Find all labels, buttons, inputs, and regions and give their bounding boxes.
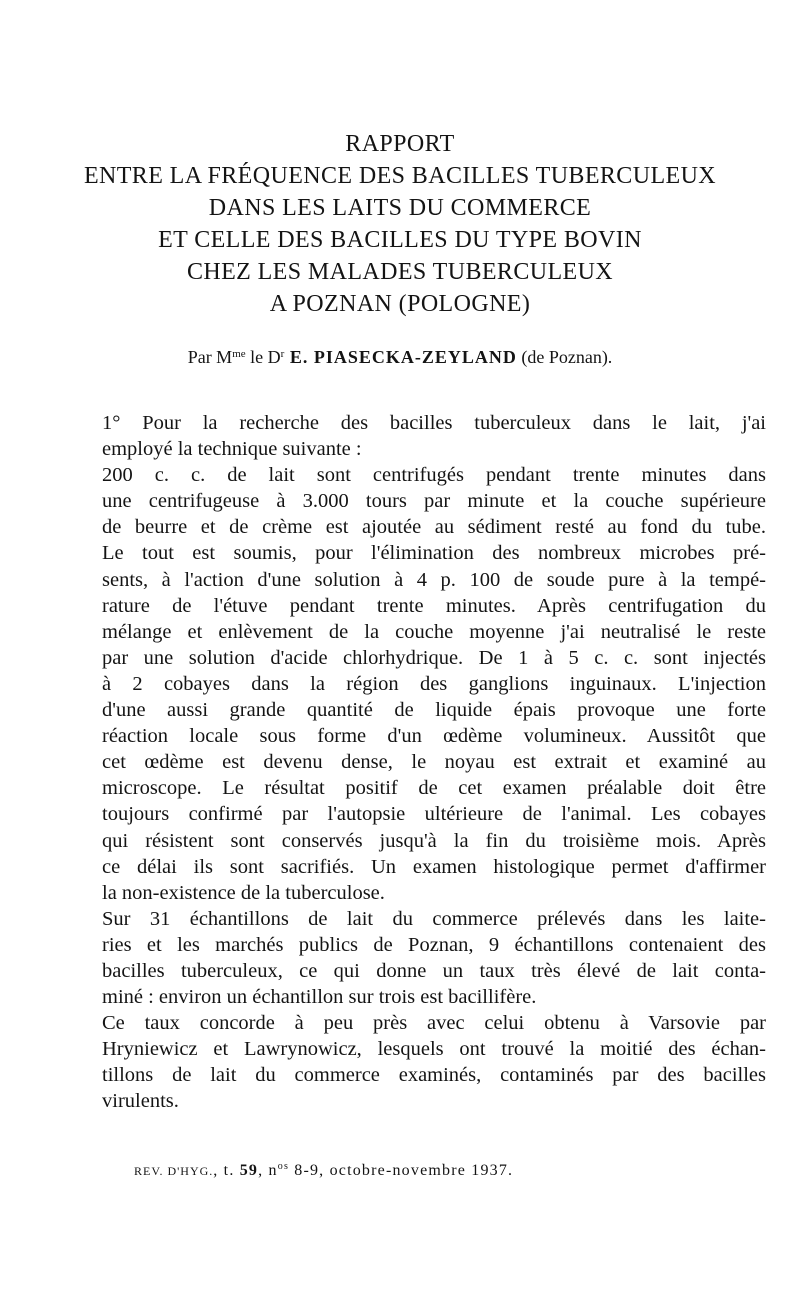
text-line: microscope. Le résultat positif de cet examen préalable doit être [102,777,766,800]
text-line: bacilles tuberculeux, ce qui donne un taux très élevé de lait conta- [102,959,766,982]
text-line: Ce taux concorde à peu près avec celui obtenu à Varsovie par [102,1012,766,1035]
author-name: E. PIASECKA-ZEYLAND [284,347,517,367]
text-line: toujours confirmé par l'autopsie ultérieure de l'animal. Les cobayes [102,803,766,826]
text-line: miné : environ un échantillon sur trois est bacillifère. [102,986,537,1009]
text-line: tillons de lait du commerce examinés, contaminés par des bacilles [102,1064,766,1087]
paragraph [62,1010,766,1114]
title-line: ENTRE LA FRÉQUENCE DES BACILLES TUBERCULEUX [83,163,717,189]
footer-os-superscript: os [277,1161,290,1172]
paragraph [62,906,766,1010]
text-line: d'une aussi grande quantité de liquide épais provoque une forte [102,699,766,722]
title-line: ET CELLE DES BACILLES DU TYPE BOVIN [158,227,642,253]
text-line: employé la technique suivante : [102,438,362,461]
text-line: virulents. [102,1090,179,1113]
text-line: Hryniewicz et Lawrynowicz, lesquels ont trouvé la moitié des échan- [102,1038,766,1061]
text-line: à 2 cobayes dans la région des ganglions inguinaux. L'injection [102,672,766,695]
byline-me-superscript: me [232,348,246,360]
title-line: A POZNAN (POLOGNE) [269,291,531,317]
text-line: mélange et enlèvement de la couche moyenne j'ai neutralisé le reste [102,620,766,643]
footer-n: , n [258,1162,278,1179]
text-line: de beurre et de crème est ajoutée au sédiment resté au fond du tube. [102,516,766,539]
text-line: 1° Pour la recherche des bacilles tuberculeux dans le lait, j'ai [102,412,766,434]
byline-par: Par M [187,347,233,367]
footer-dhyg: D'HYG. [163,1164,214,1178]
article-title [0,128,800,320]
text-line: une centrifugeuse à 3.000 tours par minute et la couche supérieure [102,490,766,513]
byline-dr-superscript: r [280,348,285,360]
text-line: Sur 31 échantillons de lait du commerce prélevés dans les laite- [102,907,766,930]
footer-rev: REV. [134,1164,164,1178]
footer-volume: 59 [239,1162,259,1179]
text-line: ries et les marchés publics de Poznan, 9 échantillons contenaient des [102,933,766,956]
paragraph [62,462,766,906]
title-line: DANS LES LAITS DU COMMERCE [208,195,592,221]
text-line: rature de l'étuve pendant trente minutes. Après centrifugation du [102,594,766,617]
text-line: ce délai ils sont sacrifiés. Un examen histologique permet d'affirmer [102,855,766,878]
text-line: cet œdème est devenu dense, le noyau est extrait et examiné au [102,751,766,774]
text-line: 200 c. c. de lait sont centrifugés pendant trente minutes dans [102,464,766,487]
byline-le: le D [245,347,281,367]
footer-t: , t. [213,1162,240,1179]
author-affiliation: (de Poznan). [516,347,613,367]
citation-footer [134,1156,513,1182]
footer-issue: 8-9, octobre-novembre 1937. [289,1162,514,1179]
article-body [62,410,766,1115]
text-line: réaction locale sous forme d'un œdème volumineux. Aussitôt que [102,725,766,748]
text-line: Le tout est soumis, pour l'élimination des nombreux microbes pré- [102,542,766,565]
text-line: sents, à l'action d'une solution à 4 p. 100 de soude pure à la tempé- [102,568,766,591]
author-byline [0,342,800,369]
text-line: par une solution d'acide chlorhydrique. De 1 à 5 c. c. sont injectés [102,646,766,669]
text-line: la non-existence de la tuberculose. [102,881,385,904]
text-line: qui résistent sont conservés jusqu'à la fin du troisième mois. Après [102,829,766,852]
paragraph [62,410,766,462]
title-line: CHEZ LES MALADES TUBERCULEUX [186,259,614,285]
title-line: RAPPORT [345,131,455,157]
